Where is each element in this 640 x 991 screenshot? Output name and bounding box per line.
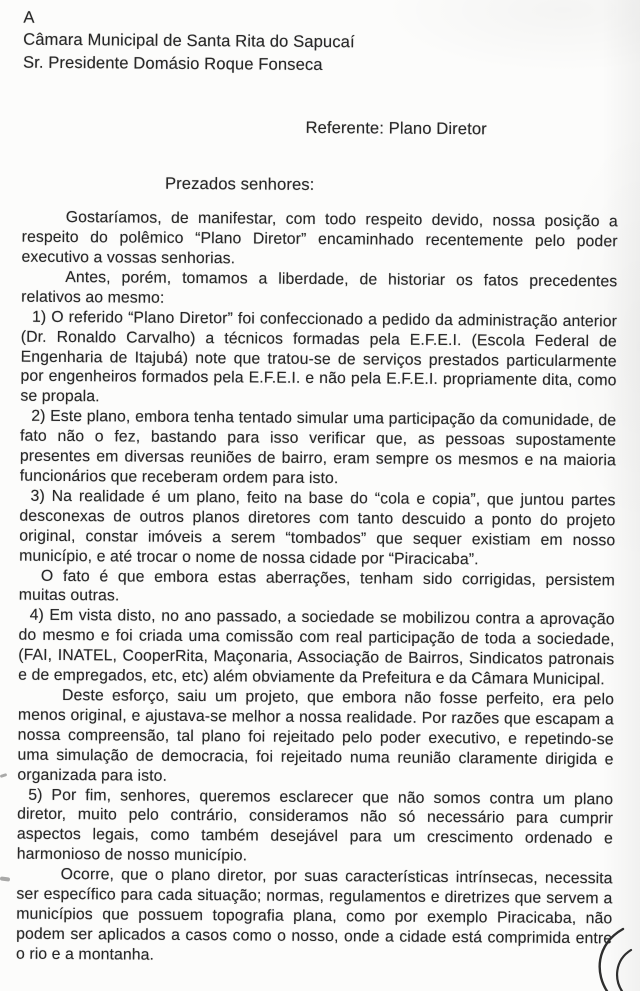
body-paragraph: Antes, porém, tomamos a liberdade, de historiar os fatos precedentes relativos ao mesmo: [21,268,618,307]
recipient-line: A [23,7,35,27]
body-paragraph: Ocorre, que o plano diretor, por suas características intrínsecas, necessita ser específico para cada situação; normas, regulamentos e diretrizes que servem a municípios que possuem topografia plana, como por exemplo Piracicaba, não podem ser aplicados a casos como o nosso, onde a cidade está comprimida entre o rio e a montanha. [15,866,613,964]
recipient-line: Sr. Presidente Domásio Roque Fonseca [22,52,323,74]
subject-line: Referente: Plano Diretor [305,118,487,139]
body-paragraph-item-4: 4) Em vista disto, no ano passado, a sociedade se mobilizou contra a aprovação do mesmo e foi criada uma comissão com real participação de toda a sociedade, (FAI, INATEL, CooperRita, Maçonaria, Associação de Bairros, Sindicatos patronais e de empregados, etc, etc) além obviamente da Prefeitura e da Câmara Municipal. [18,607,615,689]
salutation: Prezados senhores: [164,173,315,195]
recipient-line: Câmara Municipal de Santa Rita do Sapucaí [23,30,355,52]
body-paragraph: Gostaríamos, de manifestar, com todo respeito devido, nossa posição a respeito do polêmico “Plano Diretor” encaminhado recentemente pelo poder executivo a vossas senhorias. [21,209,618,268]
body-paragraph-item-3: 3) Na realidade é um plano, feito na base do “cola e copia”, que juntou partes desconexas de outros planos diretores com tanto descuido a ponto do projeto original, constar imóveis a serem “tombados” que sequer existiam em nosso município, e até trocar o nome de nossa cidade por “Piracicaba”. [19,487,616,568]
recipient-address-block [23,7,620,79]
body-paragraph-item-1: 1) O referido “Plano Diretor” foi confeccionado a pedido da administração anterior (Dr. Ronaldo Carvalho) a técnicos formadas pela E.F.E.I. (Escola Federal de Engenharia de Itajubá) note que tratou-se de serviços prestados particularmente por engenheiros formados pela E.F.E.I. e não pela E.F.E.I. propriamente dita, como se propala. [20,308,618,406]
body-paragraph-item-5: 5) Por fim, senhores, queremos esclarecer que não somos contra um plano diretor, muito pelo contrário, consideramos não só necessário para cumprir aspectos legais, como também desejável para um crescimento ordenado e harmonioso de nosso município. [16,786,614,865]
body-paragraph: O fato é que embora estas aberrações, tenham sido corrigidas, persistem muitas outras. [18,567,616,605]
body-paragraph: Deste esforço, saiu um projeto, que embora não fosse perfeito, era pelo menos original, e ajustava-se melhor a nossa realidade. Por razões que escapam a nossa compreensão, tal plano foi rejeitado pelo poder executivo, e repetindo-se uma simulação de democracia, foi rejeitado numa reunião claramente dirigida e organizada para isto. [17,686,615,785]
pen-stroke-mark [591,924,640,991]
letter-body [16,208,618,969]
body-paragraph-item-2: 2) Este plano, embora tenha tentado simular uma participação da comunidade, de fato não o fez, bastando para isso verificar que, as pessoas supostamente presentes em diversas reuniões de bairro, eram sempre os mesmos e na maioria funcionários que receberam ordem para isto. [19,408,617,488]
